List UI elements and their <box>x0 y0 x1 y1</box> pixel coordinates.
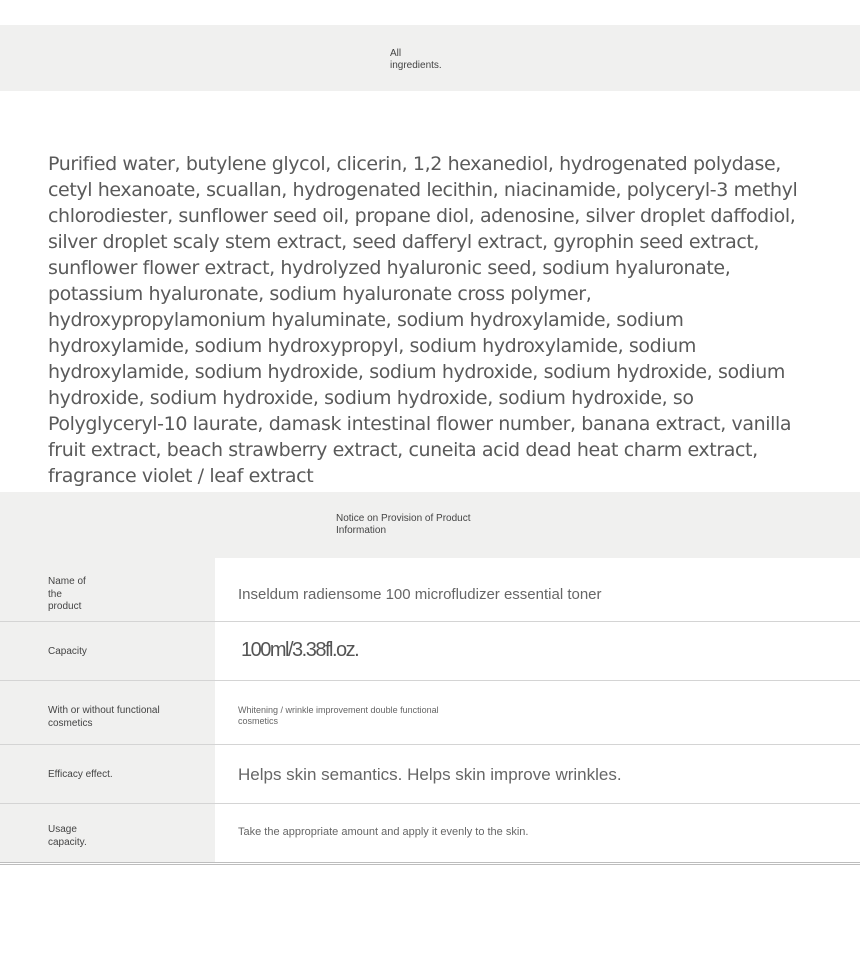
label-cell <box>0 622 215 680</box>
notice-header-band <box>0 492 860 558</box>
table-row-functional-cosmetics <box>0 681 860 745</box>
product-info-table <box>0 558 860 865</box>
efficacy-label: Efficacy effect. <box>48 769 113 780</box>
product-name-value: Inseldum radiensome 100 microfludizer essential toner <box>238 586 602 603</box>
functional-cosmetics-value: Whitening / wrinkle improvement double functional cosmetics <box>238 705 439 726</box>
notice-heading: Notice on Provision of Product Information <box>336 513 471 536</box>
table-row-usage <box>0 804 860 865</box>
product-name-label: Name of the product <box>48 576 86 612</box>
capacity-value: 100ml/3.38fl.oz. <box>241 639 359 661</box>
ingredients-list-text: Purified water, butylene glycol, clicerin, 1,2 hexanediol, hydrogenated polydase, cetyl hexanoate, scuallan, hydrogenated lecithin, niacinamide, polyceryl-3 methyl chlorodiester, sunflower seed oil, propane diol, adenosine, silver droplet daffodiol, silver droplet scaly stem extract, seed dafferyl extract, gyrophin seed extract, sunflower flower extract, hydrolyzed hyaluronic seed, sodium hyaluronate, potassium hyaluronate, sodium hyaluronate cross polymer, hydroxypropylamonium hyaluminate, sodium hydroxylamide, sodium hydroxylamide, sodium hydroxypropyl, sodium hydroxylamide, sodium hydroxylamide, sodium hydroxide, sodium hydroxide, sodium hydroxide, sodium hydroxide, sodium hydroxide, sodium hydroxide, sodium hydroxide, so Polyglyceryl-10 laurate, damask intestinal flower number, banana extract, vanilla fruit extract, beach strawberry extract, cuneita acid dead heat charm extract, fragrance violet / leaf extract <box>48 153 798 487</box>
usage-label: Usage capacity. <box>48 824 87 848</box>
ingredients-heading: All ingredients. <box>390 48 442 71</box>
label-cell <box>0 804 215 862</box>
ingredients-header-band <box>0 25 860 91</box>
label-cell <box>0 558 215 621</box>
table-row-efficacy <box>0 745 860 804</box>
capacity-label: Capacity <box>48 646 87 657</box>
functional-cosmetics-label: With or without functional cosmetics <box>48 705 160 729</box>
table-row-capacity <box>0 622 860 681</box>
usage-value: Take the appropriate amount and apply it evenly to the skin. <box>238 826 529 838</box>
efficacy-value: Helps skin semantics. Helps skin improve wrinkles. <box>238 765 622 784</box>
table-row-product-name <box>0 558 860 622</box>
